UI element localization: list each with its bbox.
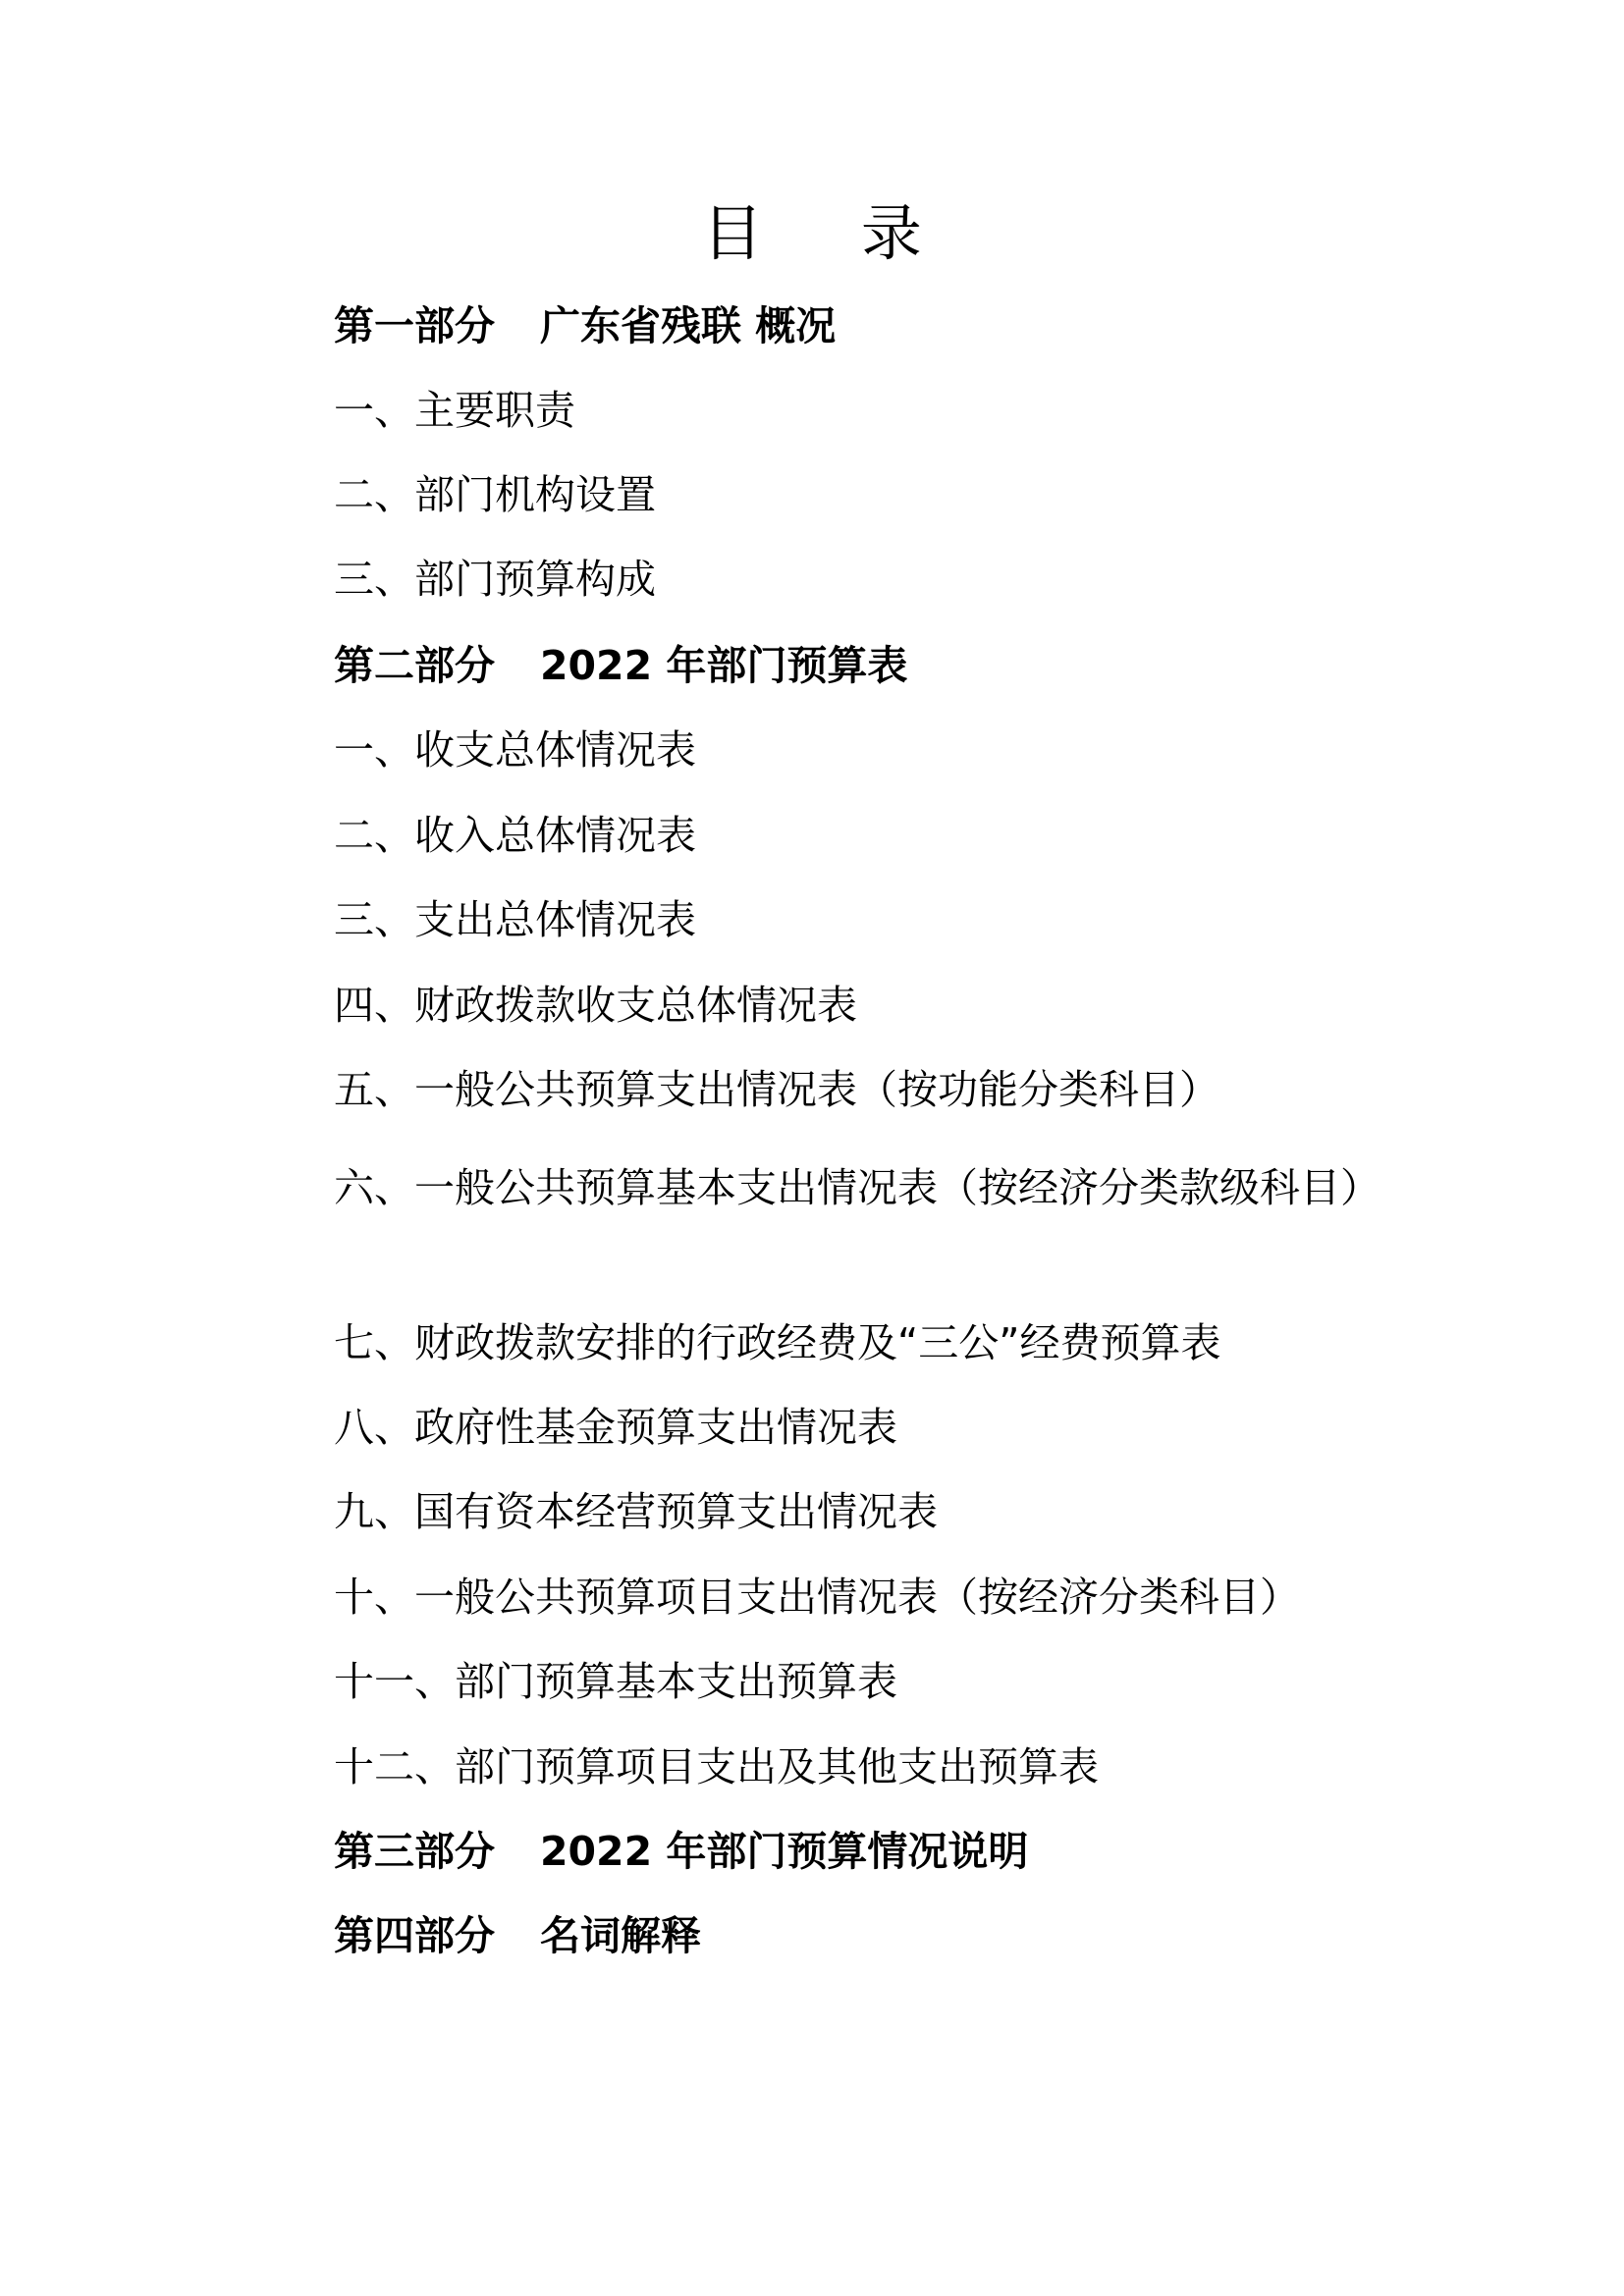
part-label: 第二部分	[334, 642, 495, 689]
toc-item: 三、部门预算构成	[334, 556, 656, 603]
toc-item: 九、国有资本经营预算支出情况表	[334, 1488, 938, 1535]
part-title: 广东省残联 概况	[540, 302, 837, 349]
toc-item: 五、一般公共预算支出情况表（按功能分类科目）	[334, 1066, 1219, 1113]
toc-item: 七、财政拨款安排的行政经费及“三公”经费预算表	[334, 1319, 1221, 1366]
toc-item: 十一、部门预算基本支出预算表	[334, 1658, 897, 1705]
toc-part-3	[334, 1824, 1028, 1879]
part-title: 2022 年部门预算情况说明	[540, 1828, 1029, 1875]
toc-item: 四、财政拨款收支总体情况表	[334, 982, 857, 1029]
toc-item: 十二、部门预算项目支出及其他支出预算表	[334, 1743, 1099, 1790]
part-label: 第一部分	[334, 302, 495, 349]
part-label: 第三部分	[334, 1828, 495, 1875]
toc-item: 八、政府性基金预算支出情况表	[334, 1404, 897, 1451]
toc-item: 二、部门机构设置	[334, 471, 656, 518]
part-title: 2022 年部门预算表	[540, 642, 908, 689]
toc-item: 一、收支总体情况表	[334, 726, 696, 774]
part-title: 名词解释	[540, 1912, 701, 1959]
toc-part-2	[334, 638, 907, 693]
part-label: 第四部分	[334, 1912, 495, 1959]
toc-item: 三、支出总体情况表	[334, 896, 696, 943]
toc-part-4	[334, 1908, 701, 1963]
toc-item-wrapped: 六、一般公共预算基本支出情况表（按经济分类款级科目）	[334, 1164, 1380, 1211]
page-title: 目 录	[702, 197, 961, 269]
toc-item: 一、主要职责	[334, 387, 575, 434]
toc-part-1	[334, 298, 836, 353]
toc-item: 二、收入总体情况表	[334, 812, 696, 859]
toc-item: 十、一般公共预算项目支出情况表（按经济分类科目）	[334, 1574, 1300, 1621]
